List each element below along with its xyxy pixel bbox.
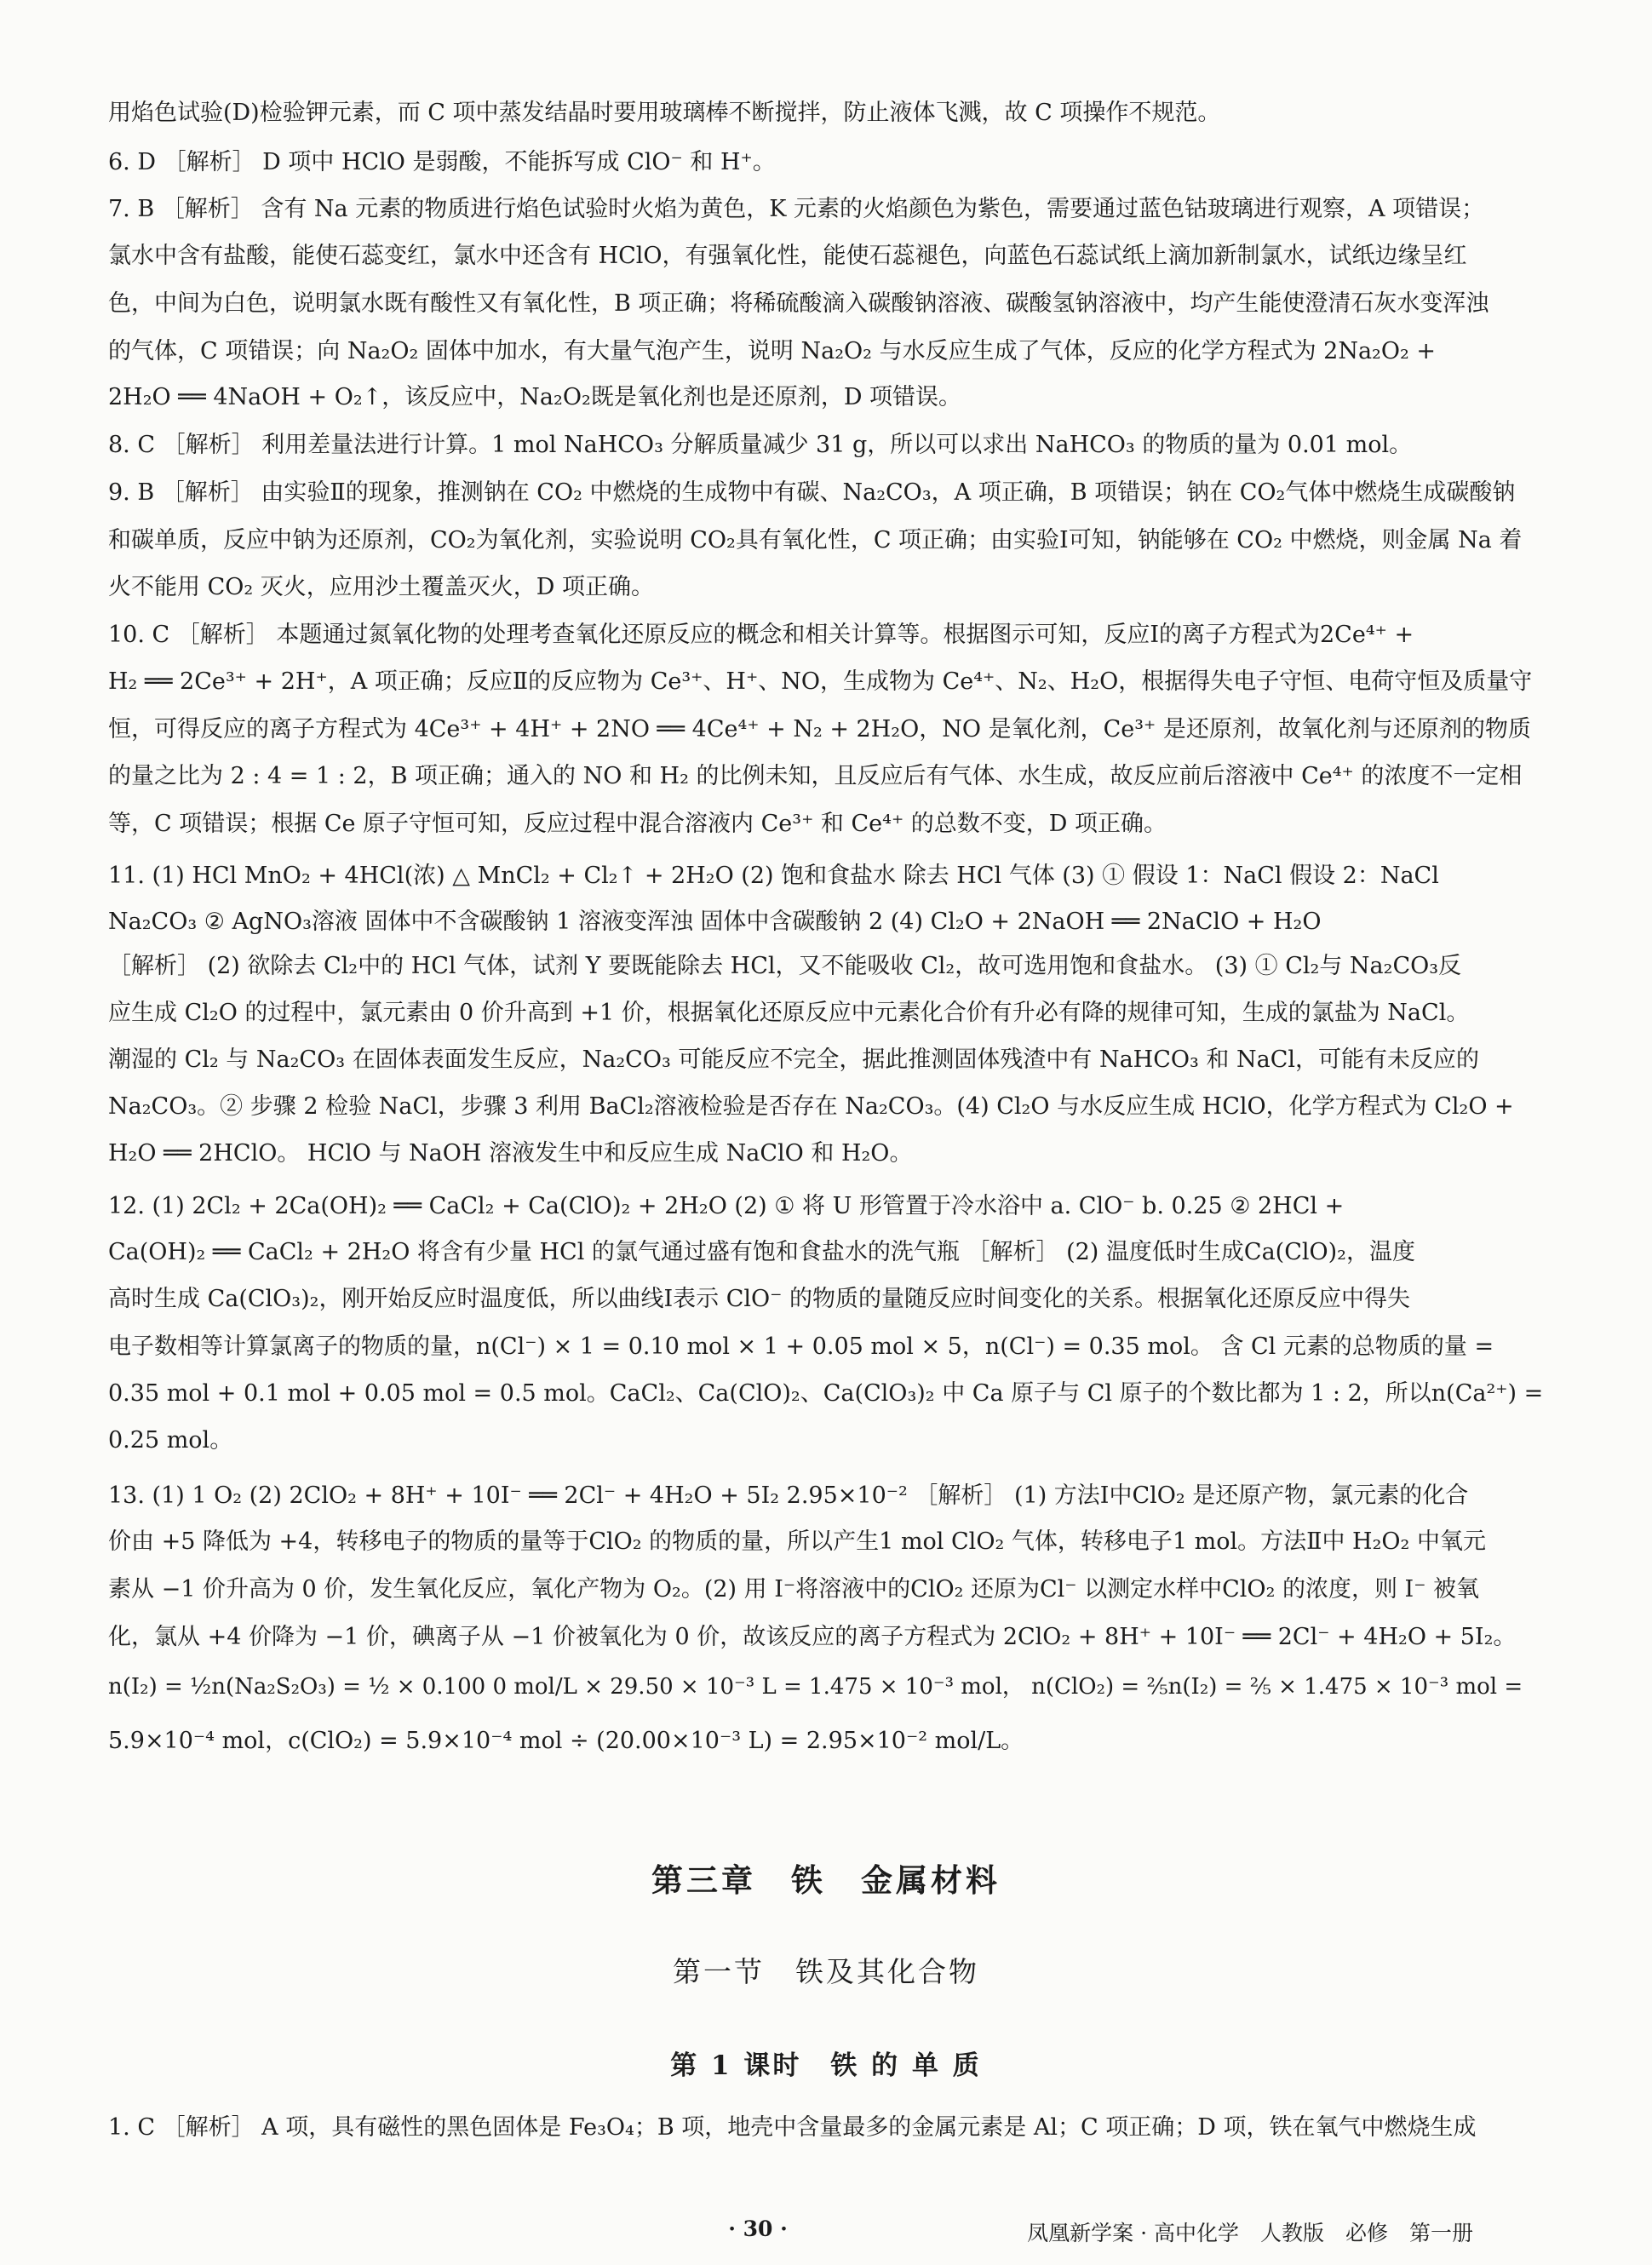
chapter-title: 第三章 铁 金属材料: [651, 1861, 1001, 1899]
answer-line: Ca(OH)₂ ══ CaCl₂ + 2H₂O 将含有少量 HCl 的氯气通过盛有饱和食盐水的洗气瓶 ［解析］ (2) 温度低时生成Ca(ClO)₂，温度: [108, 1239, 1416, 1265]
answer-line: 等，C 项错误；根据 Ce 原子守恒可知，反应过程中混合溶液内 Ce³⁺ 和 Ce⁴⁺ 的总数不变，D 项正确。: [108, 811, 1167, 837]
footer-book-title: 凤凰新学案 · 高中化学 人教版 必修 第一册: [1027, 2221, 1473, 2245]
answer-line: 13. (1) 1 O₂ (2) 2ClO₂ + 8H⁺ + 10I⁻ ══ 2Cl⁻ + 4H₂O + 5I₂ 2.95×10⁻² ［解析］ (1) 方法Ⅰ中ClO₂ 是还原产物，氯元素的化合: [108, 1482, 1469, 1509]
answer-line: 化，氯从 +4 价降为 −1 价，碘离子从 −1 价被氧化为 0 价，故该反应的离子方程式为 2ClO₂ + 8H⁺ + 10I⁻ ══ 2Cl⁻ + 4H₂O + 5I₂。: [108, 1624, 1517, 1650]
answer-line: 0.25 mol。: [108, 1427, 233, 1454]
answer-line: 12. (1) 2Cl₂ + 2Ca(OH)₂ ══ CaCl₂ + Ca(ClO)₂ + 2H₂O (2) ① 将 U 形管置于冷水浴中 a. ClO⁻ b. 0.25 ② 2HCl +: [108, 1193, 1345, 1219]
answer-line: 7. B ［解析］ 含有 Na 元素的物质进行焰色试验时火焰为黄色，K 元素的火焰颜色为紫色，需要通过蓝色钴玻璃进行观察，A 项错误；: [108, 196, 1485, 222]
answer-line: 9. B ［解析］ 由实验Ⅱ的现象，推测钠在 CO₂ 中燃烧的生成物中有碳、Na₂CO₃，A 项正确，B 项错误；钠在 CO₂气体中燃烧生成碳酸钠: [108, 479, 1516, 506]
answer-line: 潮湿的 Cl₂ 与 Na₂CO₃ 在固体表面发生反应，Na₂CO₃ 可能反应不完全，据此推测固体残渣中有 NaHCO₃ 和 NaCl，可能有未反应的: [108, 1046, 1480, 1073]
answer-line: 恒，可得反应的离子方程式为 4Ce³⁺ + 4H⁺ + 2NO ══ 4Ce⁴⁺ + N₂ + 2H₂O，NO 是氧化剂，Ce³⁺ 是还原剂，故氧化剂与还原剂的物质: [108, 716, 1531, 743]
answer-line: 价由 +5 降低为 +4，转移电子的物质的量等于ClO₂ 的物质的量，所以产生1 mol ClO₂ 气体，转移电子1 mol。方法Ⅱ中 H₂O₂ 中氧元: [108, 1528, 1486, 1555]
answer-line: 11. (1) HCl MnO₂ + 4HCl(浓) △ MnCl₂ + Cl₂↑ + 2H₂O (2) 饱和食盐水 除去 HCl 气体 (3) ① 假设 1：NaCl 假设 2：NaCl: [108, 863, 1439, 889]
page-number: · 30 ·: [728, 2216, 788, 2241]
answer-line: 1. C ［解析］ A 项，具有磁性的黑色固体是 Fe₃O₄；B 项，地壳中含量最多的金属元素是 Al；C 项正确；D 项，铁在氧气中燃烧生成: [108, 2114, 1477, 2141]
answer-line: 2H₂O ══ 4NaOH + O₂↑，该反应中，Na₂O₂既是氧化剂也是还原剂，D 项错误。: [108, 384, 962, 410]
answer-line: H₂O ══ 2HClO。 HClO 与 NaOH 溶液发生中和反应生成 NaClO 和 H₂O。: [108, 1140, 913, 1167]
answer-line: Na₂CO₃ ② AgNO₃溶液 固体中不含碳酸钠 1 溶液变浑浊 固体中含碳酸钠 2 (4) Cl₂O + 2NaOH ══ 2NaClO + H₂O: [108, 909, 1322, 935]
answer-line: 0.35 mol + 0.1 mol + 0.05 mol = 0.5 mol。CaCl₂、Ca(ClO)₂、Ca(ClO₃)₂ 中 Ca 原子与 Cl 原子的个数比都为 1 : 2，所以n(Ca²⁺) =: [108, 1380, 1544, 1407]
lesson-title: 第 1 课时 铁 的 单 质: [670, 2050, 982, 2081]
answer-line: 的气体，C 项错误；向 Na₂O₂ 固体中加水，有大量气泡产生，说明 Na₂O₂ 与水反应生成了气体，反应的化学方程式为 2Na₂O₂ +: [108, 338, 1437, 364]
answer-line: 和碳单质，反应中钠为还原剂，CO₂为氧化剂，实验说明 CO₂具有氧化性，C 项正确；由实验Ⅰ可知，钠能够在 CO₂ 中燃烧，则金属 Na 着: [108, 527, 1523, 553]
answer-line: 用焰色试验(D)检验钾元素，而 C 项中蒸发结晶时要用玻璃棒不断搅拌，防止液体飞溅，故 C 项操作不规范。: [108, 100, 1221, 126]
answer-line: 素从 −1 价升高为 0 价，发生氧化反应，氧化产物为 O₂。(2) 用 I⁻将溶液中的ClO₂ 还原为Cl⁻ 以测定水样中ClO₂ 的浓度，则 I⁻ 被氧: [108, 1576, 1480, 1603]
answer-line: 氯水中含有盐酸，能使石蕊变红，氯水中还含有 HClO，有强氧化性，能使石蕊褪色，向蓝色石蕊试纸上滴加新制氯水，试纸边缘呈红: [108, 243, 1467, 269]
answer-line: H₂ ══ 2Ce³⁺ + 2H⁺，A 项正确；反应Ⅱ的反应物为 Ce³⁺、H⁺、NO，生成物为 Ce⁴⁺、N₂、H₂O，根据得失电子守恒、电荷守恒及质量守: [108, 668, 1533, 695]
answer-line: 高时生成 Ca(ClO₃)₂，刚开始反应时温度低，所以曲线Ⅰ表示 ClO⁻ 的物质的量随反应时间变化的关系。根据氧化还原反应中得失: [108, 1286, 1410, 1312]
section-title: 第一节 铁及其化合物: [673, 1955, 979, 1988]
answer-line: 电子数相等计算氯离子的物质的量，n(Cl⁻) × 1 = 0.10 mol × 1 + 0.05 mol × 5，n(Cl⁻) = 0.35 mol。 含 Cl 元素的总物质的量 =: [108, 1333, 1494, 1360]
answer-line: 色，中间为白色，说明氯水既有酸性又有氧化性，B 项正确；将稀硫酸滴入碳酸钠溶液、碳酸氢钠溶液中，均产生能使澄清石灰水变浑浊: [108, 290, 1489, 317]
answer-line: Na₂CO₃。② 步骤 2 检验 NaCl，步骤 3 利用 BaCl₂溶液检验是否存在 Na₂CO₃。(4) Cl₂O 与水反应生成 HClO，化学方程式为 Cl₂O +: [108, 1093, 1514, 1120]
answer-line: 火不能用 CO₂ 灭火，应用沙土覆盖灭火，D 项正确。: [108, 574, 655, 600]
answer-line: 8. C ［解析］ 利用差量法进行计算。1 mol NaHCO₃ 分解质量减少 31 g，所以可以求出 NaHCO₃ 的物质的量为 0.01 mol。: [108, 432, 1413, 458]
answer-line: ［解析］ (2) 欲除去 Cl₂中的 HCl 气体，试剂 Y 要既能除去 HCl，又不能吸收 Cl₂，故可选用饱和食盐水。 (3) ① Cl₂与 Na₂CO₃反: [108, 953, 1462, 979]
answer-line: 10. C ［解析］ 本题通过氮氧化物的处理考查氧化还原反应的概念和相关计算等。根据图示可知，反应Ⅰ的离子方程式为2Ce⁴⁺ +: [108, 622, 1414, 648]
answer-line: 5.9×10⁻⁴ mol，c(ClO₂) = 5.9×10⁻⁴ mol ÷ (20.00×10⁻³ L) = 2.95×10⁻² mol/L。: [108, 1728, 1024, 1754]
answer-line: 6. D ［解析］ D 项中 HClO 是弱酸，不能拆写成 ClO⁻ 和 H⁺。: [108, 149, 776, 175]
answer-line: n(I₂) = ½n(Na₂S₂O₃) = ½ × 0.100 0 mol/L × 29.50 × 10⁻³ L = 1.475 × 10⁻³ mol， n(ClO₂) = ⅖n(I₂) = ⅖ × 1.475 × 10⁻³ mol =: [108, 1674, 1523, 1700]
answer-line: 应生成 Cl₂O 的过程中，氯元素由 0 价升高到 +1 价，根据氧化还原反应中元素化合价有升必有降的规律可知，生成的氯盐为 NaCl。: [108, 1000, 1470, 1026]
answer-line: 的量之比为 2 : 4 = 1 : 2，B 项正确；通入的 NO 和 H₂ 的比例未知，且反应后有气体、水生成，故反应前后溶液中 Ce⁴⁺ 的浓度不一定相: [108, 763, 1523, 789]
